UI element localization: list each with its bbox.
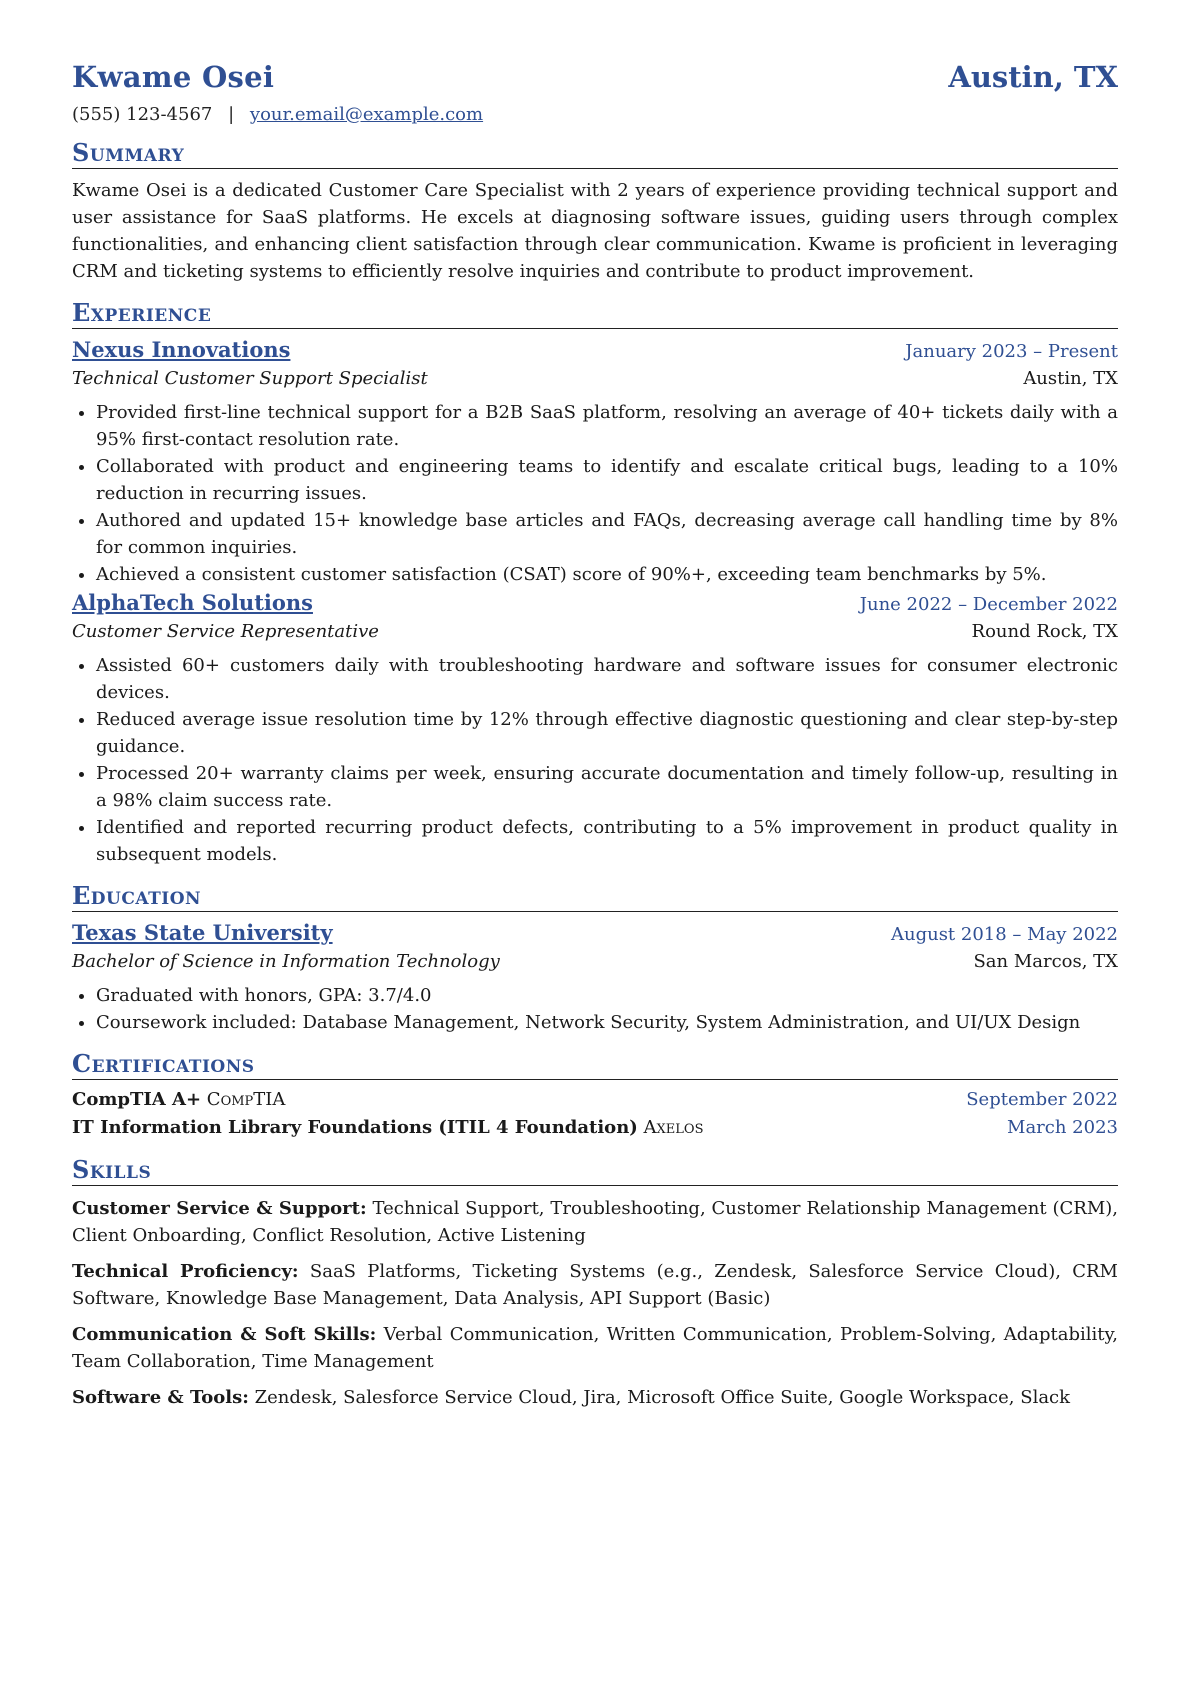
resume-header xyxy=(72,60,1118,94)
certification-item xyxy=(72,1086,1118,1114)
bullet-item: • Provided first-line technical support for a B2B SaaS platform, resolving an average of 40+ tickets daily with a 95% first-contact resolution rate. xyxy=(96,399,1118,453)
degree-title: Bachelor of Science in Information Technology xyxy=(72,951,500,972)
skills-heading: Skills xyxy=(72,1156,1118,1186)
certifications-heading: Certifications xyxy=(72,1050,1118,1080)
skills-list xyxy=(72,1195,1118,1411)
bullet-item: • Reduced average issue resolution time by 12% through effective diagnostic questioning and clear step-by-step guidance. xyxy=(96,706,1118,760)
company-link[interactable]: AlphaTech Solutions xyxy=(72,590,313,615)
skill-group-label: Customer Service & Support: xyxy=(72,1198,367,1219)
certification-name: IT Information Library Foundations (ITIL 4 Foundation) xyxy=(72,1117,638,1138)
contact-line xyxy=(72,104,1118,125)
company-link[interactable]: Nexus Innovations xyxy=(72,337,291,362)
job-entry xyxy=(72,337,1118,588)
certification-date: September 2022 xyxy=(966,1089,1118,1110)
contact-separator: | xyxy=(228,104,235,125)
skill-group-text: Zendesk, Salesforce Service Cloud, Jira, Microsoft Office Suite, Google Workspace, Slack xyxy=(254,1387,1071,1408)
education-bullets xyxy=(72,982,1118,1036)
bullet-item: • Collaborated with product and engineering teams to identify and escalate critical bugs, leading to a 10% reduction in recurring issues. xyxy=(96,453,1118,507)
summary-text: Kwame Osei is a dedicated Customer Care Specialist with 2 years of experience providing technical support and user assistance for SaaS platforms. He excels at diagnosing software issues, guiding users through complex functionalities, and enhancing client satisfaction through clear communication. Kwame is proficient in leveraging CRM and ticketing systems to efficiently resolve inquiries and contribute to product improvement. xyxy=(72,180,1118,282)
phone-number: (555) 123-4567 xyxy=(72,104,213,125)
certification-date: March 2023 xyxy=(1007,1117,1118,1138)
job-entry xyxy=(72,590,1118,868)
job-bullets xyxy=(72,399,1118,588)
bullet-item: • Assisted 60+ customers daily with troubleshooting hardware and software issues for consumer electronic devices. xyxy=(96,652,1118,706)
skill-group-label: Software & Tools: xyxy=(72,1387,249,1408)
skill-group-text: SaaS Platforms, Ticketing Systems (e.g., Zendesk, Salesforce Service Cloud), CRM Software, Knowledge Base Management, Data Analysis, API Support (Basic) xyxy=(72,1261,1118,1309)
certification-issuer: CompTIA xyxy=(206,1089,286,1110)
bullet-item: • Achieved a consistent customer satisfaction (CSAT) score of 90%+, exceeding team benchmarks by 5%. xyxy=(96,561,1118,588)
education-entry xyxy=(72,920,1118,1036)
skill-group-label: Communication & Soft Skills: xyxy=(72,1324,377,1345)
skill-group xyxy=(72,1195,1118,1249)
bullet-item: • Coursework included: Database Management, Network Security, System Administration, and UI/UX Design xyxy=(96,1009,1118,1036)
education-heading: Education xyxy=(72,882,1118,912)
certification-name: CompTIA A+ xyxy=(72,1089,202,1110)
job-location: Austin, TX xyxy=(1023,368,1118,389)
email-link[interactable]: your.email@example.com xyxy=(249,104,484,125)
education-dates: August 2018 – May 2022 xyxy=(890,924,1118,945)
school-location: San Marcos, TX xyxy=(973,951,1118,972)
bullet-item: • Authored and updated 15+ knowledge base articles and FAQs, decreasing average call handling time by 8% for common inquiries. xyxy=(96,507,1118,561)
job-dates: June 2022 – December 2022 xyxy=(859,594,1118,615)
skill-group-label: Technical Proficiency: xyxy=(72,1261,299,1282)
certifications-list xyxy=(72,1086,1118,1142)
experience-heading: Experience xyxy=(72,299,1118,329)
skill-group-text: Technical Support, Troubleshooting, Customer Relationship Management (CRM), Client Onboarding, Conflict Resolution, Active Listening xyxy=(72,1198,1118,1246)
summary-heading: Summary xyxy=(72,139,1118,169)
job-title: Customer Service Representative xyxy=(72,621,379,642)
job-bullets xyxy=(72,652,1118,868)
job-title: Technical Customer Support Specialist xyxy=(72,368,428,389)
bullet-item: • Graduated with honors, GPA: 3.7/4.0 xyxy=(96,982,1118,1009)
skill-group xyxy=(72,1321,1118,1375)
skill-group xyxy=(72,1258,1118,1312)
certification-issuer: Axelos xyxy=(643,1117,704,1138)
school-link[interactable]: Texas State University xyxy=(72,920,333,945)
candidate-name: Kwame Osei xyxy=(72,60,275,94)
bullet-item: • Identified and reported recurring product defects, contributing to a 5% improvement in product quality in subsequent models. xyxy=(96,814,1118,868)
job-location: Round Rock, TX xyxy=(971,621,1118,642)
candidate-location: Austin, TX xyxy=(948,60,1118,94)
certification-item xyxy=(72,1114,1118,1142)
bullet-item: • Processed 20+ warranty claims per week, ensuring accurate documentation and timely follow-up, resulting in a 98% claim success rate. xyxy=(96,760,1118,814)
skill-group xyxy=(72,1384,1118,1411)
skill-group-text: Verbal Communication, Written Communication, Problem-Solving, Adaptability, Team Collaboration, Time Management xyxy=(72,1324,1118,1372)
job-dates: January 2023 – Present xyxy=(905,341,1118,362)
